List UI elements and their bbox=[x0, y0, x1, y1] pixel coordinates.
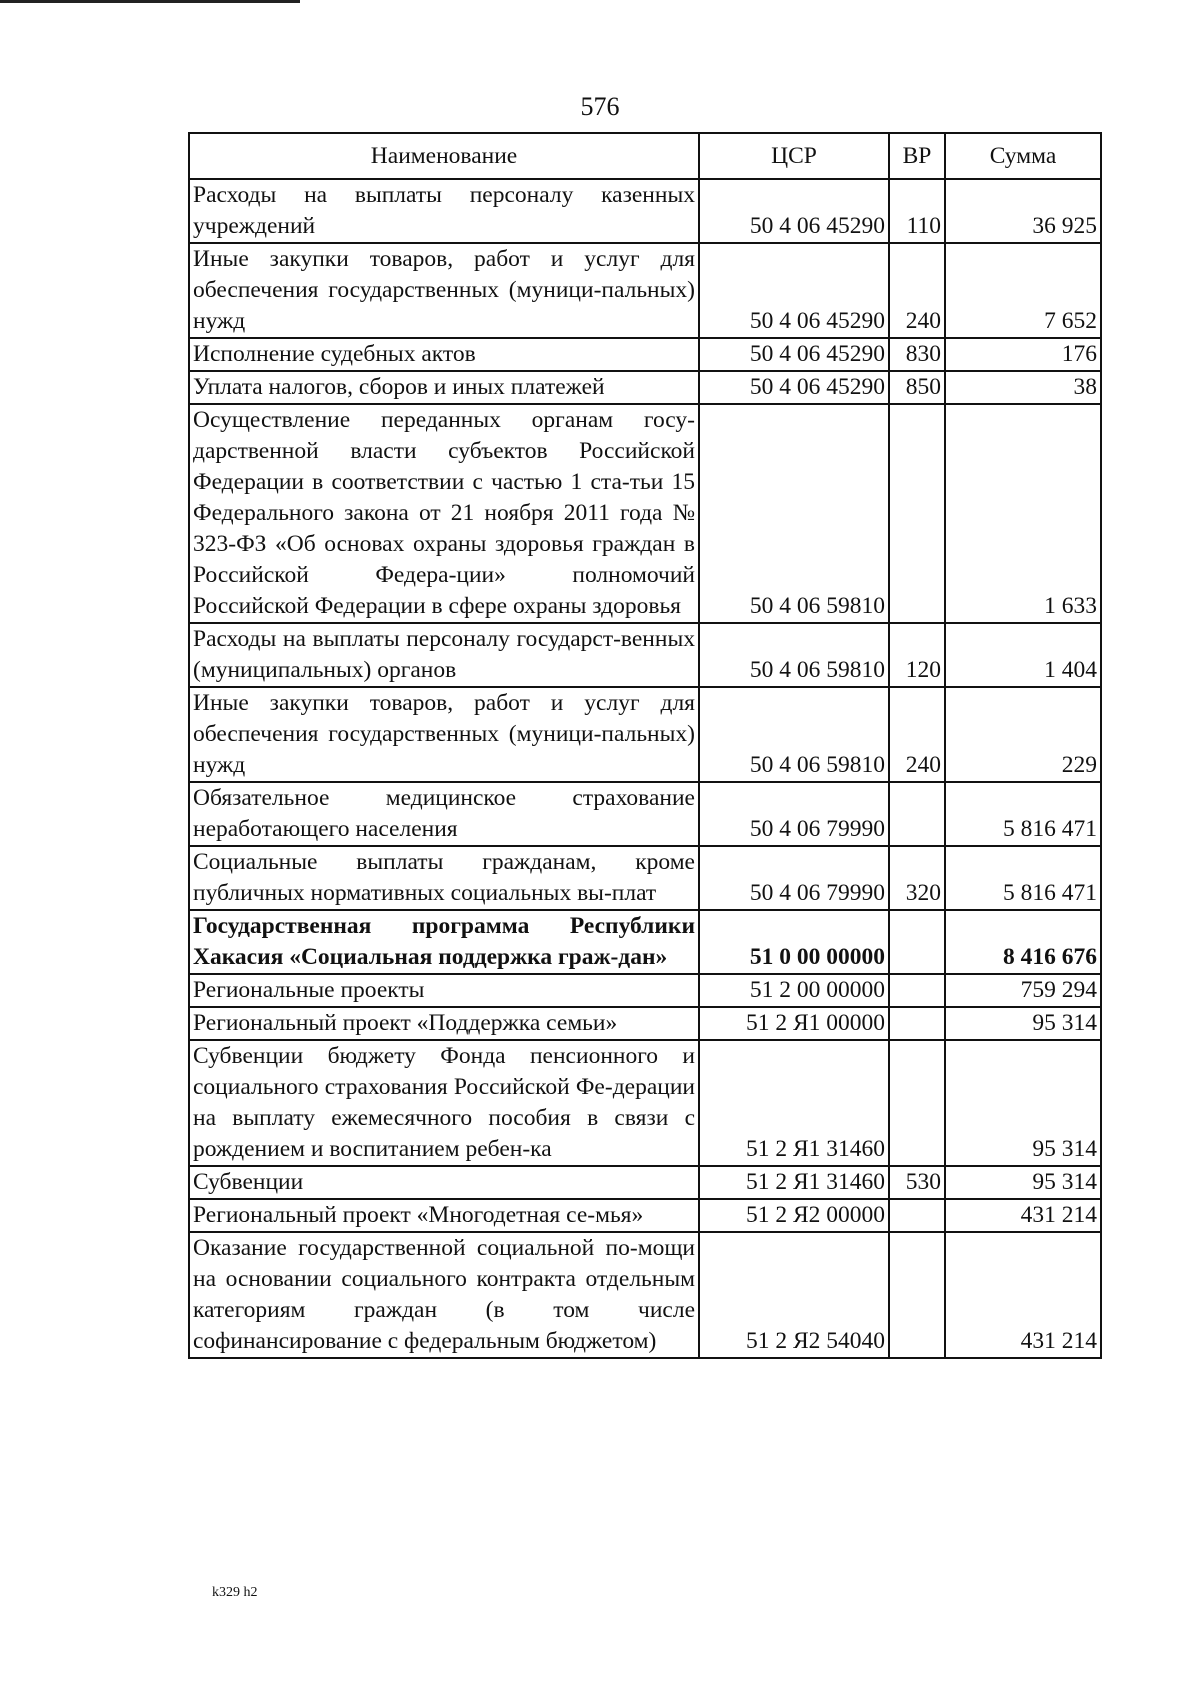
table-row bbox=[189, 1199, 1101, 1232]
row-sum-cell: 431 214 bbox=[945, 1232, 1101, 1358]
row-sum-cell: 8 416 676 bbox=[945, 910, 1101, 974]
table-row bbox=[189, 404, 1101, 623]
row-name-cell: Расходы на выплаты персоналу государст-венных (муниципальных) органов bbox=[189, 623, 699, 687]
row-vr-cell: 240 bbox=[889, 243, 945, 338]
table-row bbox=[189, 846, 1101, 910]
scan-edge-line bbox=[0, 0, 300, 3]
row-vr-cell: 530 bbox=[889, 1166, 945, 1199]
table-row bbox=[189, 1166, 1101, 1199]
row-csr-cell: 50 4 06 45290 bbox=[699, 179, 889, 243]
table-row bbox=[189, 910, 1101, 974]
row-csr-cell: 51 2 Я2 00000 bbox=[699, 1199, 889, 1232]
row-name-cell: Социальные выплаты гражданам, кроме публичных нормативных социальных вы-плат bbox=[189, 846, 699, 910]
table-row bbox=[189, 974, 1101, 1007]
row-vr-cell: 830 bbox=[889, 338, 945, 371]
row-name-cell: Региональные проекты bbox=[189, 974, 699, 1007]
table-row bbox=[189, 687, 1101, 782]
row-vr-cell bbox=[889, 1040, 945, 1166]
row-name-cell: Субвенции bbox=[189, 1166, 699, 1199]
row-sum-cell: 1 633 bbox=[945, 404, 1101, 623]
row-name-cell: Уплата налогов, сборов и иных платежей bbox=[189, 371, 699, 404]
row-name-cell: Осуществление переданных органам госу-дарственной власти субъектов Российской Федерации в соответствии с частью 1 ста-тьи 15 Федерального закона от 21 ноября 2011 года № 323-ФЗ «Об основах охраны здоровья граждан в Российской Федера-ции» полномочий Российской Федерации в сфере охраны здоровья bbox=[189, 404, 699, 623]
page-number: 576 bbox=[580, 92, 620, 121]
budget-table bbox=[188, 132, 1102, 1359]
row-csr-cell: 51 2 Я1 00000 bbox=[699, 1007, 889, 1040]
row-csr-cell: 50 4 06 45290 bbox=[699, 371, 889, 404]
row-sum-cell: 95 314 bbox=[945, 1166, 1101, 1199]
row-sum-cell: 95 314 bbox=[945, 1007, 1101, 1040]
row-name-cell: Субвенции бюджету Фонда пенсионного и социального страхования Российской Фе-дерации на выплату ежемесячного пособия в связи с рождением и воспитанием ребен-ка bbox=[189, 1040, 699, 1166]
header-csr: ЦСР bbox=[699, 133, 889, 179]
row-vr-cell bbox=[889, 404, 945, 623]
row-csr-cell: 50 4 06 79990 bbox=[699, 782, 889, 846]
table-row bbox=[189, 1040, 1101, 1166]
row-name-cell: Обязательное медицинское страхование неработающего населения bbox=[189, 782, 699, 846]
row-name-cell: Региональный проект «Многодетная се-мья» bbox=[189, 1199, 699, 1232]
row-vr-cell: 110 bbox=[889, 179, 945, 243]
row-vr-cell bbox=[889, 974, 945, 1007]
row-sum-cell: 38 bbox=[945, 371, 1101, 404]
header-vr: ВР bbox=[889, 133, 945, 179]
row-sum-cell: 36 925 bbox=[945, 179, 1101, 243]
footer-code: k329 h2 bbox=[212, 1585, 258, 1600]
table-row bbox=[189, 782, 1101, 846]
row-vr-cell bbox=[889, 1232, 945, 1358]
row-vr-cell bbox=[889, 782, 945, 846]
row-csr-cell: 51 2 Я1 31460 bbox=[699, 1040, 889, 1166]
table-row bbox=[189, 1007, 1101, 1040]
row-csr-cell: 50 4 06 79990 bbox=[699, 846, 889, 910]
row-sum-cell: 759 294 bbox=[945, 974, 1101, 1007]
row-name-cell: Региональный проект «Поддержка семьи» bbox=[189, 1007, 699, 1040]
row-vr-cell: 240 bbox=[889, 687, 945, 782]
row-name-cell: Иные закупки товаров, работ и услуг для обеспечения государственных (муници-пальных) нужд bbox=[189, 687, 699, 782]
table-row bbox=[189, 179, 1101, 243]
row-vr-cell bbox=[889, 1007, 945, 1040]
row-csr-cell: 51 0 00 00000 bbox=[699, 910, 889, 974]
row-csr-cell: 51 2 Я2 54040 bbox=[699, 1232, 889, 1358]
row-name-cell: Государственная программа Республики Хакасия «Социальная поддержка граж-дан» bbox=[189, 910, 699, 974]
row-csr-cell: 51 2 Я1 31460 bbox=[699, 1166, 889, 1199]
row-name-cell: Оказание государственной социальной по-мощи на основании социального контракта отдельным категориям граждан (в том числе софинансирование с федеральным бюджетом) bbox=[189, 1232, 699, 1358]
row-sum-cell: 229 bbox=[945, 687, 1101, 782]
row-name-cell: Исполнение судебных актов bbox=[189, 338, 699, 371]
table-row bbox=[189, 1232, 1101, 1358]
row-sum-cell: 176 bbox=[945, 338, 1101, 371]
table-row bbox=[189, 243, 1101, 338]
row-name-cell: Расходы на выплаты персоналу казенных учреждений bbox=[189, 179, 699, 243]
row-csr-cell: 50 4 06 59810 bbox=[699, 687, 889, 782]
table-row bbox=[189, 371, 1101, 404]
table-row bbox=[189, 623, 1101, 687]
row-csr-cell: 50 4 06 59810 bbox=[699, 404, 889, 623]
row-sum-cell: 95 314 bbox=[945, 1040, 1101, 1166]
row-csr-cell: 50 4 06 45290 bbox=[699, 243, 889, 338]
row-name-cell: Иные закупки товаров, работ и услуг для обеспечения государственных (муници-пальных) нужд bbox=[189, 243, 699, 338]
row-vr-cell bbox=[889, 1199, 945, 1232]
row-csr-cell: 50 4 06 45290 bbox=[699, 338, 889, 371]
header-name: Наименование bbox=[189, 133, 699, 179]
row-sum-cell: 5 816 471 bbox=[945, 846, 1101, 910]
row-sum-cell: 7 652 bbox=[945, 243, 1101, 338]
row-vr-cell: 850 bbox=[889, 371, 945, 404]
row-vr-cell: 120 bbox=[889, 623, 945, 687]
row-vr-cell bbox=[889, 910, 945, 974]
table-header-row bbox=[189, 133, 1101, 179]
header-sum: Сумма bbox=[945, 133, 1101, 179]
table-row bbox=[189, 338, 1101, 371]
row-sum-cell: 5 816 471 bbox=[945, 782, 1101, 846]
row-sum-cell: 431 214 bbox=[945, 1199, 1101, 1232]
row-csr-cell: 51 2 00 00000 bbox=[699, 974, 889, 1007]
table-body bbox=[189, 179, 1101, 1358]
row-csr-cell: 50 4 06 59810 bbox=[699, 623, 889, 687]
row-vr-cell: 320 bbox=[889, 846, 945, 910]
row-sum-cell: 1 404 bbox=[945, 623, 1101, 687]
